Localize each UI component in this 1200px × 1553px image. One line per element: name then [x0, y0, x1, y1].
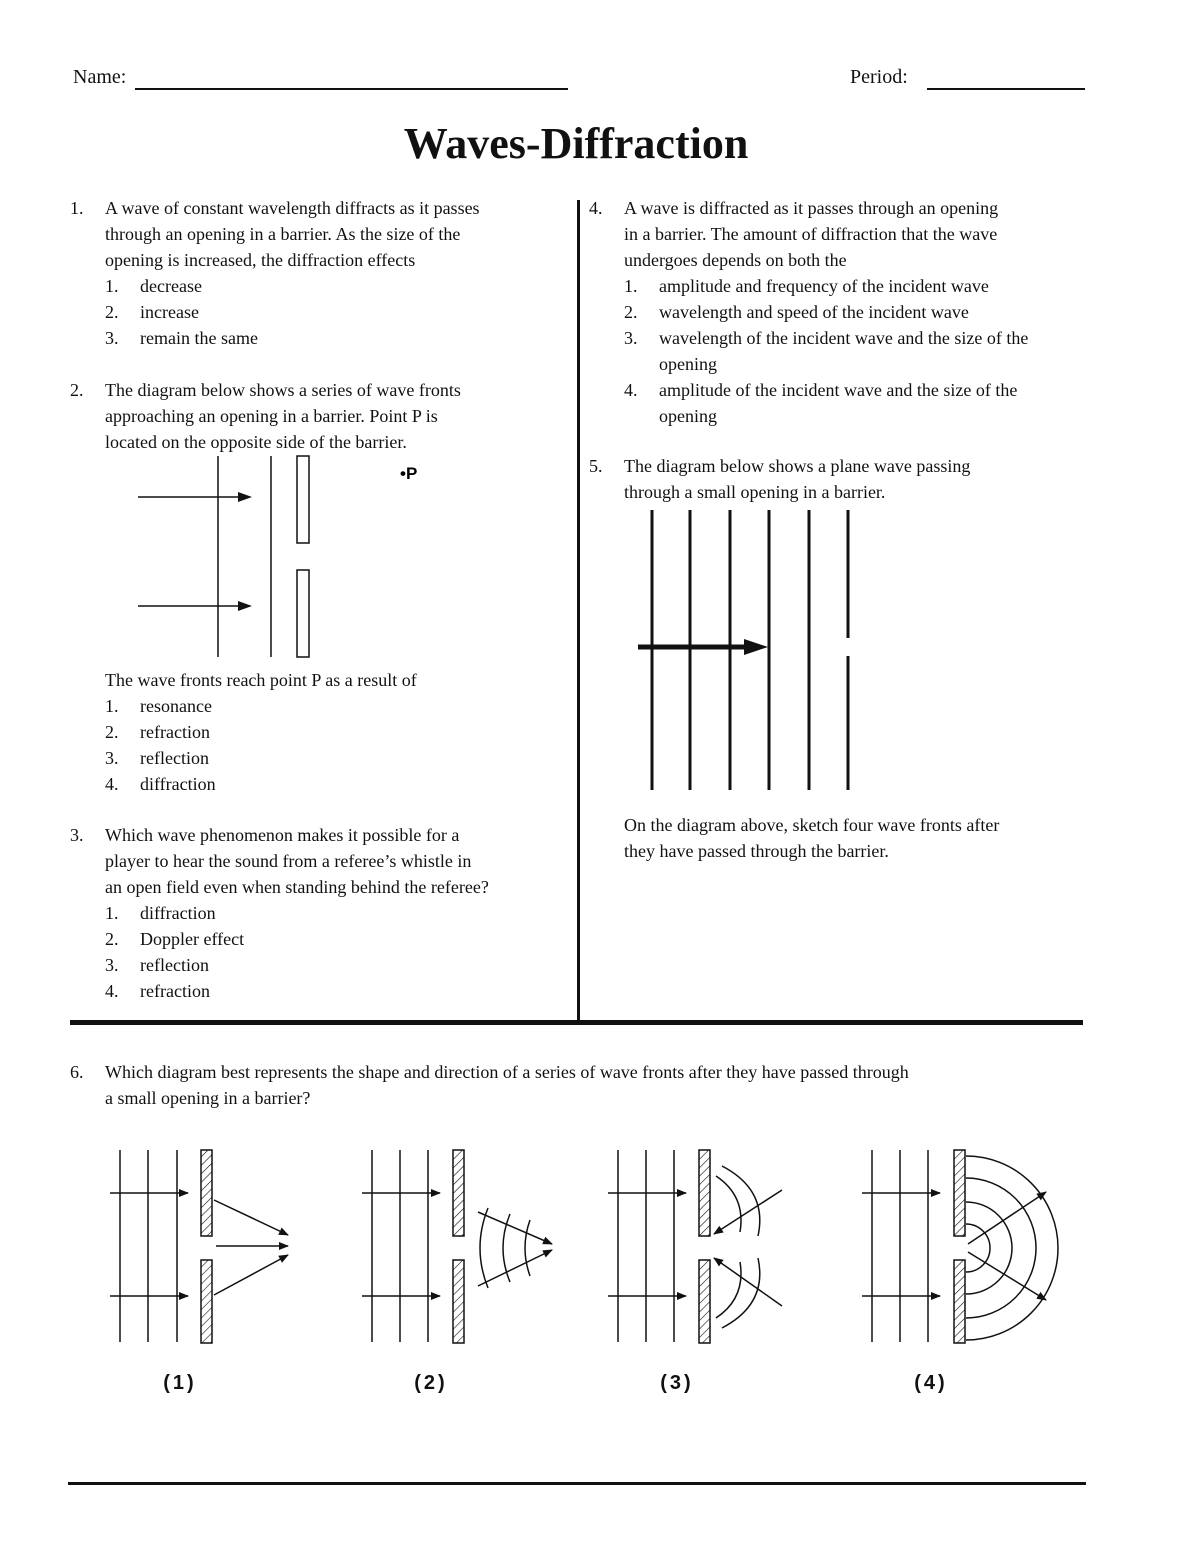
choice-item[interactable]: 2. Doppler effect: [105, 929, 245, 949]
instruction-line: they have passed through the barrier.: [624, 841, 889, 861]
point-p-label: •P: [400, 464, 418, 483]
option-1-caption[interactable]: (1): [163, 1372, 197, 1394]
question-prompt: The wave fronts reach point P as a result of: [105, 670, 417, 690]
choice-item[interactable]: 2. wavelength and speed of the incident wave: [624, 302, 969, 322]
question-text-line: A wave is diffracted as it passes through an opening: [624, 198, 999, 218]
page-title: Waves-Diffraction: [403, 119, 749, 168]
choice-item[interactable]: 2. increase: [105, 302, 199, 322]
option-4-caption[interactable]: (4): [914, 1372, 948, 1394]
choice-item[interactable]: 2. refraction: [105, 722, 210, 742]
question-text-line: a small opening in a barrier?: [105, 1088, 311, 1108]
choice-item[interactable]: 4. diffraction: [105, 774, 216, 794]
question-text-line: opening is increased, the diffraction effects: [105, 250, 416, 270]
question-text-line: approaching an opening in a barrier. Point P is: [105, 406, 438, 426]
question-text-line: located on the opposite side of the barrier.: [105, 432, 407, 452]
name-label: Name:: [73, 66, 127, 88]
choice-item[interactable]: 3. wavelength of the incident wave and the size of the opening: [624, 328, 1029, 374]
option-2-caption[interactable]: (2): [414, 1372, 448, 1394]
option-3-caption[interactable]: (3): [660, 1372, 694, 1394]
option-2-diagram: [362, 1150, 552, 1343]
choice-item[interactable]: 4. amplitude of the incident wave and the size of the opening: [624, 380, 1018, 426]
question-text-line: player to hear the sound from a referee’s whistle in: [105, 851, 472, 871]
option-4-diagram: [862, 1150, 1058, 1343]
choice-item[interactable]: 1. decrease: [105, 276, 202, 296]
question-text-line: A wave of constant wavelength diffracts as it passes: [105, 198, 480, 218]
choice-item[interactable]: 3. reflection: [105, 748, 209, 768]
choice-item[interactable]: 1. resonance: [105, 696, 212, 716]
option-3-diagram: [608, 1150, 782, 1343]
choice-item[interactable]: 4. refraction: [105, 981, 210, 1001]
question-text-line: an open field even when standing behind the referee?: [105, 877, 489, 897]
question-text-line: The diagram below shows a series of wave fronts: [105, 380, 461, 400]
question-text-line: through an opening in a barrier. As the size of the: [105, 224, 461, 244]
question-text-line: in a barrier. The amount of diffraction that the wave: [624, 224, 998, 244]
choice-item[interactable]: 3. reflection: [105, 955, 209, 975]
question-text-line: The diagram below shows a plane wave passing: [624, 456, 971, 476]
period-label: Period:: [850, 66, 908, 88]
option-1-diagram: [110, 1150, 288, 1343]
question-text-line: Which diagram best represents the shape and direction of a series of wave fronts after they have passed through: [105, 1062, 909, 1082]
choice-item[interactable]: 1. amplitude and frequency of the incident wave: [624, 276, 989, 296]
choice-item[interactable]: 1. diffraction: [105, 903, 216, 923]
instruction-line: On the diagram above, sketch four wave fronts after: [624, 815, 1000, 835]
question-text-line: undergoes depends on both the: [624, 250, 847, 270]
choice-item[interactable]: 3. remain the same: [105, 328, 258, 348]
question-text-line: through a small opening in a barrier.: [624, 482, 886, 502]
question-text-line: Which wave phenomenon makes it possible for a: [105, 825, 460, 845]
